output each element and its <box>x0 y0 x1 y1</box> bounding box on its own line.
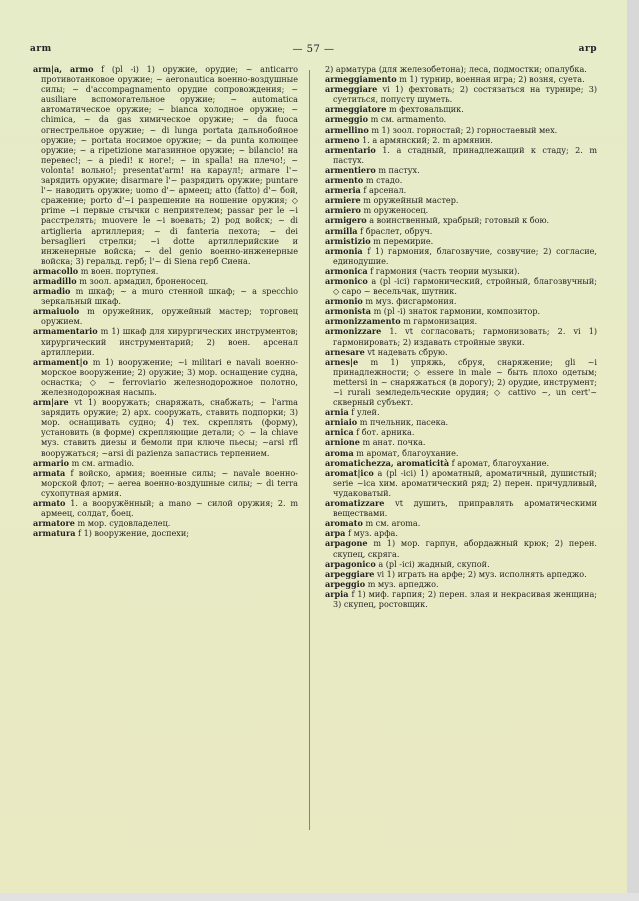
entry-headword: armeggiare <box>325 84 378 95</box>
dictionary-entry <box>33 326 298 356</box>
entry-headword: arnesare <box>325 346 365 357</box>
dictionary-entry <box>325 468 597 498</box>
entry-definition: f браслет, обруч. <box>360 225 433 236</box>
entry-definition: m (pl -i) знаток гармонии, композитор. <box>373 306 541 317</box>
entry-headword: armento <box>325 175 364 186</box>
dictionary-entry <box>33 468 298 498</box>
dictionary-entry <box>325 215 597 225</box>
entry-headword: armadio <box>33 286 71 297</box>
entry-headword: armonia <box>325 245 363 256</box>
entry-definition: 1. a армянский; 2. m армянин. <box>362 134 493 145</box>
entry-definition: a (pl -ici) гармонический, стройный, благозвучный; ◇ capo ~ весельчак, шутник. <box>333 275 597 297</box>
entry-headword: arpia <box>325 588 349 599</box>
entry-definition: vi 1) фехтовать; 2) состязаться на турнире; 3) суетиться, попусту шуметь. <box>333 84 597 105</box>
entry-definition: m оружейник, оружейный мастер; торговец оружием. <box>41 306 298 327</box>
entry-headword: armacollo <box>33 265 79 276</box>
entry-definition: m оруженосец. <box>363 205 429 216</box>
dictionary-entry <box>33 64 298 266</box>
dictionary-entry <box>325 104 597 114</box>
entry-definition: m пчельник, пасека. <box>359 417 449 428</box>
entry-definition: f аромат, благоухание. <box>451 457 550 468</box>
entry-definition: m см. armamento. <box>370 114 447 125</box>
entry-headword: armonizzare <box>325 326 382 337</box>
entry-headword: arnia <box>325 407 349 418</box>
entry-headword: armeno <box>325 134 360 145</box>
dictionary-entry <box>325 145 597 165</box>
entry-definition: m см. armadio. <box>71 457 135 468</box>
left-column <box>33 64 298 538</box>
entry-headword: aromatichezza, aromaticità <box>325 457 450 468</box>
entry-definition: f улей. <box>351 407 380 418</box>
dictionary-entry <box>325 135 597 145</box>
entry-headword: armamentario <box>33 326 98 337</box>
entry-definition: f войско, армия; военные силы; ~ navale военно-морской флот; ~ aerea военно-воздушные силы; ~ di terra сухопутная армия. <box>41 467 298 498</box>
dictionary-entry <box>325 569 597 579</box>
entry-headword: armatura <box>33 528 76 539</box>
entry-headword: aroma <box>325 447 354 458</box>
entry-headword: arnione <box>325 437 360 448</box>
entry-headword: armatore <box>33 518 75 529</box>
dictionary-entry <box>325 528 597 538</box>
dictionary-entry <box>325 226 597 236</box>
entry-headword: armament|o <box>33 356 88 367</box>
dictionary-entry <box>325 195 597 205</box>
dictionary-entry <box>325 175 597 185</box>
entry-headword: arpeggio <box>325 578 366 589</box>
dictionary-entry <box>325 326 597 346</box>
dictionary-entry <box>325 347 597 357</box>
dictionary-entry <box>325 417 597 427</box>
dictionary-entry <box>325 236 597 246</box>
entry-definition: m мор. судовладелец. <box>77 518 171 529</box>
entry-headword: armistizio <box>325 235 371 246</box>
entry-headword: armiere <box>325 195 361 206</box>
entry-headword: armonio <box>325 296 363 307</box>
entry-definition: f 1) миф. гарпия; 2) перен. злая и некрасивая женщина; 3) скупец, ростовщик. <box>333 588 597 609</box>
entry-definition: vi 1) играть на арфе; 2) муз. исполнять арпеджо. <box>376 568 587 579</box>
dictionary-entry <box>33 306 298 326</box>
dictionary-entry <box>33 286 298 306</box>
page-header <box>30 44 597 58</box>
entry-definition: m 1) мор. гарпун, абордажный крюк; 2) перен. скупец, скряга. <box>333 538 597 559</box>
dictionary-entry <box>325 64 597 74</box>
dictionary-entry <box>325 498 597 518</box>
entry-definition: f 1) вооружение, доспехи; <box>78 528 189 539</box>
dictionary-entry <box>325 185 597 195</box>
entry-headword: armellino <box>325 124 369 135</box>
dictionary-entry <box>33 357 298 397</box>
dictionary-entry <box>325 165 597 175</box>
dictionary-entry <box>325 246 597 266</box>
entry-headword: armato <box>33 498 66 509</box>
entry-headword: armadillo <box>33 275 77 286</box>
viewer-margin-bottom <box>0 893 639 901</box>
entry-definition: m 1) зоол. горностай; 2) горностаевый мех. <box>371 124 558 135</box>
entry-headword: arm|a, armo <box>33 64 94 74</box>
entry-definition: f (pl -i) 1) оружие, орудие; ~ anticarro противотанковое оружие; ~ aeronautica военно-воздушные силы; ~ d'accompagnamento орудие сопровождения; ~ ausiliare вспомогательное оружие; ~ automatica автоматическое оружие; ~ bianca холодное оружие; ~ chimica, ~ da gas химическое оружие; ~ da fuoca огнестрельное оружие; ~ di lunga portata дальнобойное оружие; ~ portata носимое оружие; ~ da punta колющее оружие; ~ a ripetizione магазинное оружие; ~ bilancio! на перевес!; ~ a piedi! к ноге!; ~ in spalla! на плечо!; ~ volonta! вольно!; presentat'arm! на караул!; armare l'~ зарядить оружие; disarmare l'~ разрядить оружие; puntare l'~ наводить оружие; uomo d'~ армеец; atto (fatto) d'~ бой, сражение; porto d'~i разрешение на ношение оружия; ◇ prime ~i первые стычки с неприятелем; passar per le ~i расстрелять; muovere le ~i воевать; 2) род войск; ~ di artiglieria артиллерия; ~ di fanteria пехота; ~ dei bersaglieri стрелки; ~i dotte артиллерийские и инженерные войска; ~ del genio военно-инженерные войска; 3) геральд. герб; l'~ di Siena герб Сиена. <box>41 64 298 266</box>
dictionary-entry <box>325 589 597 609</box>
entry-headword: armeggiamento <box>325 74 397 85</box>
entry-definition: a (pl -ici) жадный, скупой. <box>378 558 490 569</box>
dictionary-entry <box>325 316 597 326</box>
entry-headword: armigero <box>325 215 367 226</box>
entry-headword: armario <box>33 457 70 468</box>
column-divider <box>309 70 310 830</box>
entry-headword: arpagone <box>325 538 368 549</box>
dictionary-entry <box>325 458 597 468</box>
entry-definition: m см. aroma. <box>365 518 421 529</box>
dictionary-entry <box>33 518 298 528</box>
entry-definition: m стадо. <box>365 175 403 186</box>
entry-definition: m 1) турнир, военная игра; 2) возня, суета. <box>399 74 585 85</box>
entry-headword: arpagonico <box>325 558 376 569</box>
header-guide-word-right: arp <box>578 44 597 54</box>
entry-definition: f арсенал. <box>363 185 407 196</box>
entry-definition: vt 1) вооружать; снаряжать, снабжать; ~ l'arma зарядить оружие; 2) арх. сооружать, ставить подпорки; 3) мор. оснащивать судно; 4) тех. скреплять (форму), установить (в форме) скрепляющие детали; ◇ ~ la chiave муз. ставить диезы и бемоли при ключе пьесы; ~arsi rfl вооружаться; ~arsi di pazienza запастись терпением. <box>41 397 298 458</box>
header-guide-word-left: arm <box>30 44 52 54</box>
entry-headword: armonico <box>325 275 368 286</box>
entry-headword: armeria <box>325 185 361 196</box>
viewer-margin-right <box>627 0 639 901</box>
dictionary-entry <box>325 538 597 558</box>
entry-headword: aromato <box>325 518 363 529</box>
dictionary-entry <box>325 205 597 215</box>
entry-headword: armentario <box>325 144 376 155</box>
dictionary-entry <box>325 427 597 437</box>
entry-definition: m 1) шкаф для хирургических инструментов; хирургический инструментарий; 2) воен. арсенал артиллерии. <box>41 326 298 357</box>
entry-definition: m перемирие. <box>373 235 434 246</box>
entry-headword: armiero <box>325 205 361 216</box>
entry-definition: f бот. арника. <box>356 427 415 438</box>
entry-definition: m 1) вооружение; ~i militari e navali военно-морское вооружение; 2) оружие; 3) мор. оснащение судна, оснастка; ◇ ~ ferroviario железнодорожное полотно, железнодорожная насыпь. <box>41 356 298 397</box>
dictionary-entry <box>325 559 597 569</box>
dictionary-entry <box>325 448 597 458</box>
entry-definition: 1. a стадный, принадлежащий к стаду; 2. m пастух. <box>333 144 597 165</box>
dictionary-entry <box>325 357 597 407</box>
entry-definition: m пастух. <box>378 164 420 175</box>
dictionary-entry <box>325 579 597 589</box>
entry-definition: m муз. арпеджо. <box>367 578 439 589</box>
dictionary-entry <box>325 266 597 276</box>
entry-definition: f гармония (часть теории музыки). <box>370 265 520 276</box>
entry-headword: armeggiatore <box>325 104 387 115</box>
dictionary-entry <box>33 528 298 538</box>
entry-headword: armeggio <box>325 114 369 125</box>
entry-definition: f муз. арфа. <box>348 528 398 539</box>
entry-headword: armilla <box>325 225 358 236</box>
entry-definition: m аромат, благоухание. <box>356 447 459 458</box>
dictionary-entry <box>33 498 298 518</box>
entry-headword: arpa <box>325 528 346 539</box>
entry-definition: 1. a вооружённый; a mano ~ силой оружия; 2. m армеец, солдат, боец. <box>41 498 299 519</box>
entry-definition: vt надевать сбрую. <box>367 346 448 357</box>
page-number: — 57 — <box>292 44 335 55</box>
dictionary-entry <box>325 74 597 84</box>
entry-headword: arm|are <box>33 397 69 408</box>
dictionary-entry <box>325 518 597 528</box>
entry-definition: m оружейный мастер. <box>363 195 459 206</box>
entry-headword: arnes|e <box>325 356 359 367</box>
entry-headword: armonista <box>325 306 371 317</box>
entry-definition: 1. vt согласовать; гармонизовать; 2. vi 1) гармонировать; 2) издавать стройные звуки. <box>333 326 598 347</box>
dictionary-entry <box>325 276 597 296</box>
entry-headword: arpeggiare <box>325 568 375 579</box>
dictionary-entry <box>325 407 597 417</box>
entry-headword: aromat|ico <box>325 467 374 478</box>
entry-definition: a (pl -ici) 1) ароматный, ароматичный, душистый; serie ~ica хим. ароматический ряд; 2) перен. причудливый, чудаковатый. <box>333 467 597 498</box>
dictionary-entry <box>325 84 597 104</box>
entry-definition: 2) арматура (для железобетона); леса, подмостки; опалубка. <box>325 64 587 74</box>
dictionary-entry <box>325 437 597 447</box>
entry-headword: arnica <box>325 427 354 438</box>
entry-definition: m 1) упряжь, сбруя, снаряжение; gli ~i принадлежности; ◇ essere in male ~ быть плохо одетым; mettersi in ~ снаряжаться (в дорогу); 2) орудие, инструмент; ~i rurali земледельческие орудия; ◇ cattivo ~, un cert'~ скверный субъект. <box>333 356 597 408</box>
entry-headword: armonica <box>325 265 368 276</box>
entry-headword: arniaio <box>325 417 358 428</box>
entry-definition: m гармонизация. <box>403 316 478 327</box>
entry-headword: armonizzamento <box>325 316 401 327</box>
dictionary-entry <box>33 266 298 276</box>
entry-definition: a воинственный, храбрый; готовый к бою. <box>369 215 550 226</box>
entry-definition: f 1) гармония, благозвучие, созвучие; 2) согласие, единодушие. <box>333 245 598 266</box>
dictionary-entry <box>33 276 298 286</box>
entry-definition: m фехтовальщик. <box>389 104 464 115</box>
dictionary-entry <box>33 458 298 468</box>
entry-definition: vt душить, приправлять ароматическими веществами. <box>333 498 597 519</box>
entry-definition: m воен. портупея. <box>80 265 159 276</box>
entry-definition: m анат. почка. <box>362 437 426 448</box>
dictionary-entry <box>325 114 597 124</box>
dictionary-entry <box>325 296 597 306</box>
entry-definition: m муз. фисгармония. <box>365 296 457 307</box>
dictionary-entry <box>325 125 597 135</box>
entry-headword: armata <box>33 467 66 478</box>
entry-headword: armaiuolo <box>33 306 80 317</box>
entry-definition: m зоол. армадил, броненосец. <box>79 275 209 286</box>
entry-headword: aromatizzare <box>325 498 385 509</box>
entry-definition: m шкаф; ~ a muro стенной шкаф; ~ a specchio зеркальный шкаф. <box>41 286 298 307</box>
dictionary-entry <box>325 306 597 316</box>
entry-headword: armentiero <box>325 164 376 175</box>
dictionary-entry <box>33 397 298 458</box>
right-column <box>325 64 597 609</box>
